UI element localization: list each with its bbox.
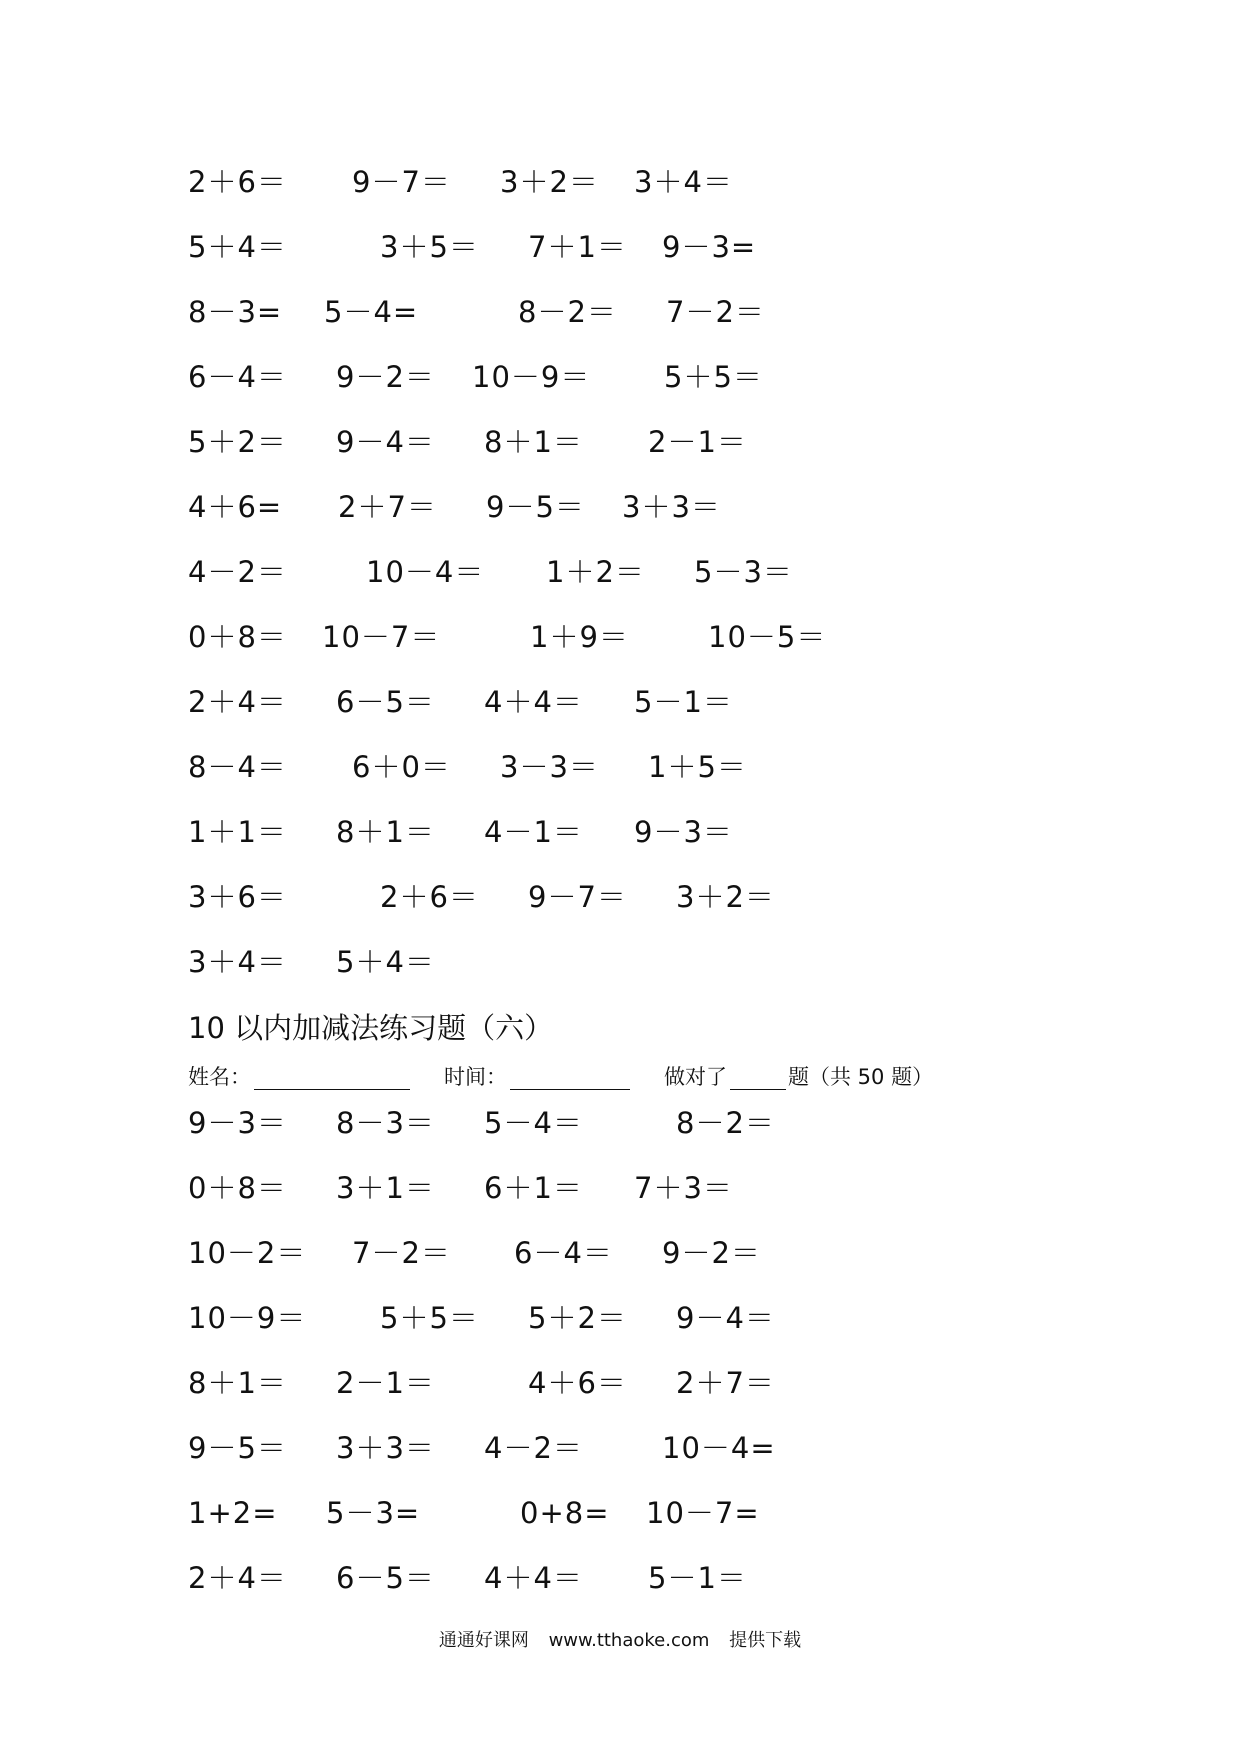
problem: 2＋7＝: [338, 490, 437, 524]
problem: 9－7＝: [528, 880, 627, 914]
problem-row: [0, 1298, 1240, 1338]
problem: 4－1＝: [484, 815, 583, 849]
problem-row: [0, 1233, 1240, 1273]
problem: 8－2＝: [676, 1106, 775, 1140]
problem: 1＋2＝: [546, 555, 645, 589]
problem-row: [0, 227, 1240, 267]
worksheet-title: 10 以内加减法练习题（六）: [188, 1011, 554, 1045]
problem: 8＋1＝: [188, 1366, 287, 1400]
problem: 7＋3＝: [634, 1171, 733, 1205]
problem: 9－3＝: [634, 815, 733, 849]
problem-row: [0, 877, 1240, 917]
problem: 3＋6＝: [188, 880, 287, 914]
problem: 4＋6＝: [528, 1366, 627, 1400]
problem: 10－4=: [662, 1431, 776, 1465]
problem-row: [0, 422, 1240, 462]
problem: 6＋1＝: [484, 1171, 583, 1205]
problem: 5－1＝: [634, 685, 733, 719]
problem: 2＋6＝: [380, 880, 479, 914]
problem: 3＋4＝: [634, 165, 733, 199]
problem: 10－7=: [646, 1496, 760, 1530]
problem: 2＋4＝: [188, 1561, 287, 1595]
problem: 3－3＝: [500, 750, 599, 784]
correct-count-blank: [730, 1089, 786, 1090]
problem-row: [0, 617, 1240, 657]
problem: 5－4＝: [484, 1106, 583, 1140]
problem: 5＋4＝: [336, 945, 435, 979]
problem: 3＋3＝: [622, 490, 721, 524]
problem: 8＋1＝: [484, 425, 583, 459]
problem: 4＋4＝: [484, 1561, 583, 1595]
problem: 8－3=: [188, 295, 283, 329]
problem: 9－5＝: [188, 1431, 287, 1465]
problem: 6－4＝: [188, 360, 287, 394]
problem: 9－3=: [662, 230, 757, 264]
problem-row: [0, 682, 1240, 722]
problem: 7－2＝: [352, 1236, 451, 1270]
problem: 4－2＝: [188, 555, 287, 589]
name-label: 姓名：: [188, 1065, 251, 1089]
total-count-label: 题（共 50 题）: [788, 1065, 934, 1089]
problem: 3＋2＝: [500, 165, 599, 199]
problem-row: [0, 292, 1240, 332]
problem: 10－7＝: [322, 620, 441, 654]
problem: 10－9＝: [188, 1301, 307, 1335]
problem: 4－2＝: [484, 1431, 583, 1465]
problem: 9－3＝: [188, 1106, 287, 1140]
problem: 0＋8＝: [188, 1171, 287, 1205]
problem: 9－4＝: [336, 425, 435, 459]
problem: 6－4＝: [514, 1236, 613, 1270]
problem: 0+8=: [520, 1496, 610, 1530]
problem: 1＋1＝: [188, 815, 287, 849]
name-blank: [254, 1089, 410, 1090]
problem: 2－1＝: [648, 425, 747, 459]
problem: 5＋4＝: [188, 230, 287, 264]
problem: 9－4＝: [676, 1301, 775, 1335]
problem: 2－1＝: [336, 1366, 435, 1400]
problem-row: [0, 552, 1240, 592]
problem: 3＋5＝: [380, 230, 479, 264]
problem-row: [0, 1103, 1240, 1143]
problem-row: [0, 812, 1240, 852]
problem-row: [0, 1428, 1240, 1468]
problem: 8－4＝: [188, 750, 287, 784]
problem: 0＋8＝: [188, 620, 287, 654]
footer-site-name: 通通好课网: [438, 1630, 529, 1651]
problem: 5－4=: [324, 295, 419, 329]
problem-row: [0, 162, 1240, 202]
problem: 5＋2＝: [188, 425, 287, 459]
problem-row: [0, 942, 1240, 982]
problem: 3＋3＝: [336, 1431, 435, 1465]
problem: 6＋0＝: [352, 750, 451, 784]
footer-url: www.tthaoke.com: [548, 1630, 710, 1651]
problem-row: [0, 1558, 1240, 1598]
problem: 5－1＝: [648, 1561, 747, 1595]
time-label: 时间：: [444, 1065, 507, 1089]
problem: 9－2＝: [662, 1236, 761, 1270]
problem: 3＋4＝: [188, 945, 287, 979]
correct-label: 做对了: [664, 1065, 727, 1089]
problem: 1+2=: [188, 1496, 278, 1530]
problem: 2＋7＝: [676, 1366, 775, 1400]
problem: 10－4＝: [366, 555, 485, 589]
problem: 10－2＝: [188, 1236, 307, 1270]
problem: 5＋5＝: [664, 360, 763, 394]
problem: 7－2＝: [666, 295, 765, 329]
problem: 3＋1＝: [336, 1171, 435, 1205]
problem-row: [0, 1168, 1240, 1208]
problem: 1＋9＝: [530, 620, 629, 654]
footer: [0, 1627, 1240, 1655]
problem-row: [0, 357, 1240, 397]
problem: 4＋4＝: [484, 685, 583, 719]
student-info-line: [0, 1060, 1240, 1094]
problem: 7＋1＝: [528, 230, 627, 264]
problem-row: [0, 747, 1240, 787]
problem: 2＋6＝: [188, 165, 287, 199]
problem: 8＋1＝: [336, 815, 435, 849]
problem: 9－2＝: [336, 360, 435, 394]
problem-row: [0, 1493, 1240, 1533]
problem: 9－5＝: [486, 490, 585, 524]
problem: 4＋6=: [188, 490, 283, 524]
problem: 5＋2＝: [528, 1301, 627, 1335]
footer-suffix: 提供下载: [729, 1630, 802, 1651]
problem-row: [0, 1363, 1240, 1403]
problem: 5＋5＝: [380, 1301, 479, 1335]
problem: 9－7＝: [352, 165, 451, 199]
problem: 3＋2＝: [676, 880, 775, 914]
problem: 1＋5＝: [648, 750, 747, 784]
time-blank: [510, 1089, 630, 1090]
problem: 10－9＝: [472, 360, 591, 394]
problem: 8－3＝: [336, 1106, 435, 1140]
problem: 2＋4＝: [188, 685, 287, 719]
problem-row: [0, 487, 1240, 527]
problem: 10－5＝: [708, 620, 827, 654]
problem: 5－3=: [326, 1496, 421, 1530]
problem: 6－5＝: [336, 685, 435, 719]
problem: 5－3＝: [694, 555, 793, 589]
problem: 6－5＝: [336, 1561, 435, 1595]
problem: 8－2＝: [518, 295, 617, 329]
